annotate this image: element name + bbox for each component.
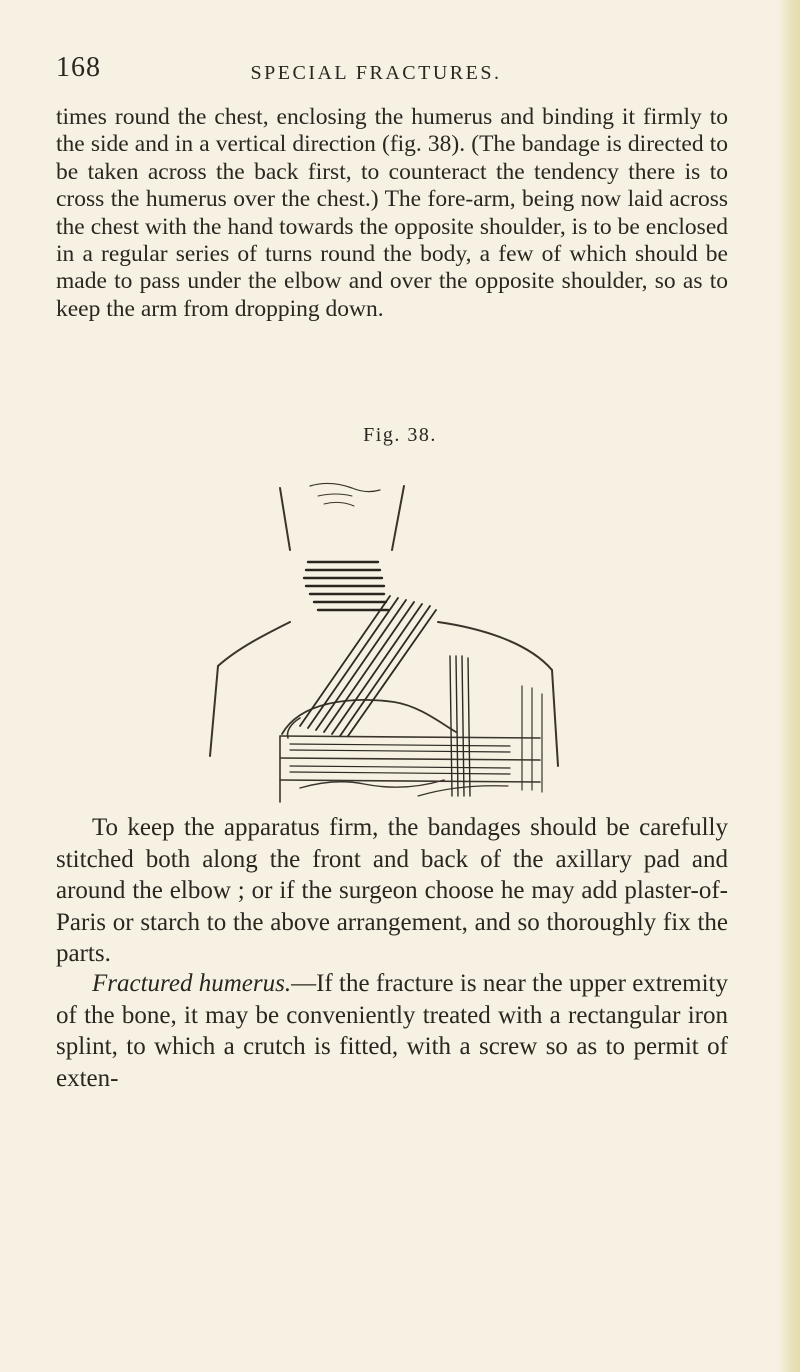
shoulder-outline-left [218,622,290,666]
page-number: 168 [56,52,101,83]
paragraph-fixing-apparatus: To keep the apparatus firm, the bandages should be carefully stitched both along the front and back of the axillary pad and around the elbow ; or if the surgeon choose he may add plaster-of-Paris or starch to the above arrangement, and so thoroughly fix the parts. [56,814,728,967]
running-head [56,52,696,88]
paragraph-bandage-directions: times round the chest, enclosing the humerus and binding it firmly to the side and in a vertical direction (fig. 38). (The bandage is directed to be taken across the back first, to counteract the tendency there is to cross the humerus over the chest.) The fore-arm, being now laid across the chest with the hand towards the opposite shoulder, is to be enclosed in a regular series of turns round the body, a few of which should be made to pass under the elbow and over the opposite shoulder, so as to keep the arm from dropping down. [56,104,728,322]
neck-outline-right [392,486,404,550]
neck-outline-left [280,488,290,550]
paragraph-fractured-humerus [56,968,728,1094]
figure-caption: Fig. 38. [363,424,437,446]
figure-bandaged-torso-illustration [180,466,640,806]
header-title: SPECIAL FRACTURES. [250,62,502,84]
shoulder-outline-right [438,622,552,670]
fractured-humerus-text: —If the fracture is near the upper extremity of the bone, it may be conveniently treated with a rectangular iron splint, to which a crutch is fitted, with a screw so as to permit of exten- [56,970,728,1092]
page-edge [778,0,800,1372]
fractured-humerus-heading: Fractured humerus. [92,970,292,997]
